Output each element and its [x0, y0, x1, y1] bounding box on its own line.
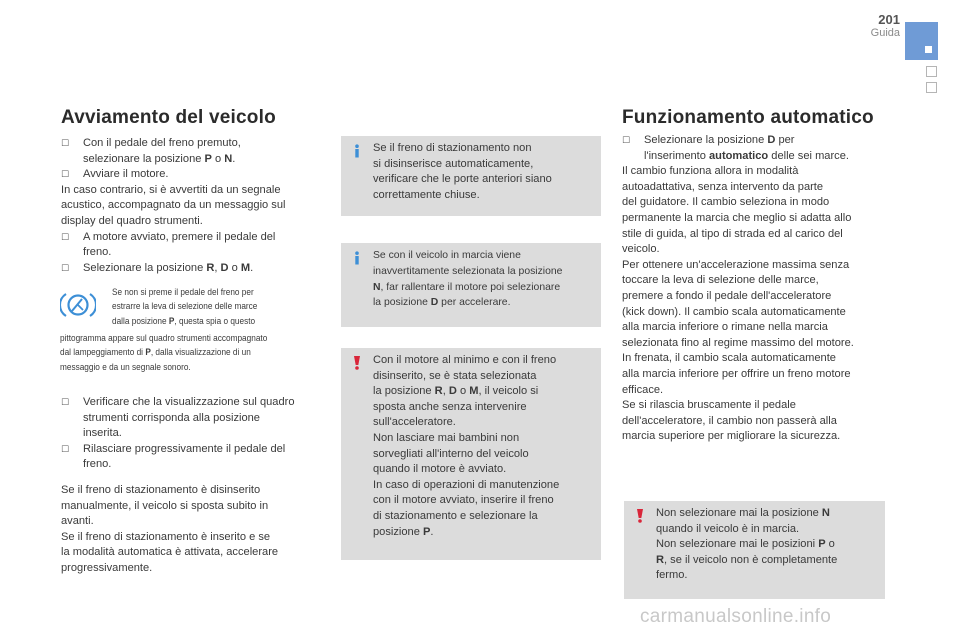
warning-box-neutral-moving: Non selezionare mai la posizione N quando il veicolo è in marcia. Non selezionare mai le posizioni P o R, se il veicolo non è completamente fermo.	[624, 501, 885, 599]
brake-pedal-icon	[60, 290, 96, 320]
checkbox-bullet-icon: ☐	[61, 443, 70, 454]
list-item: ☐ Rilasciare progressivamente il pedale del freno.	[61, 442, 286, 471]
checkbox-bullet-icon: ☐	[622, 135, 631, 145]
automatic-instructions: ☐ Selezionare la posizione D per l'inserimento automatico delle sei marce. Il cambio funziona allora in modalità autoadattativa, senza intervento da parte del guidatore. Il cambio seleziona in modo permanente la marcia che meglio si adatta allo stile di guida, al tipo di strada ed al carico del veicolo. Per ottenere un'accelerazione massima senza toccare la leva di selezione delle marce, premere a fondo il pedale dell'acceleratore (kick down). Il cambio scala automaticamente alla marcia inferiore o rimane nella marcia selezionata fino al regime massimo del motore. In frenata, il cambio scala automaticamente alla marcia inferiore per offrire un freno motore efficace. Se si rilascia bruscamente il pedale dell'acceleratore, il cambio non passerà alla marcia superiore per migliorare la sicurezza.	[622, 133, 892, 445]
brake-note-cont: pittogramma appare sul quadro strumenti accompagnato dal lampeggiamento di P, dalla visualizzazione di un messaggio e da un segnale sonoro.	[60, 333, 268, 373]
start-instructions: ☐ Con il pedale del freno premuto, selezionare la posizione P o N. ☐ Avviare il motore. In caso contrario, si è avvertiti da un segnale acustico, accompagnato da un messaggio sul display del quadro strumenti. ☐ A motore avviato, premere il pedale del freno. ☐ Selezionare la posizione R, D o M.	[61, 136, 331, 276]
info-icon	[351, 251, 363, 265]
square-icon	[925, 46, 932, 53]
checkbox-bullet-icon: ☐	[61, 262, 70, 273]
warning-box-idle: Con il motore al minimo e con il freno disinserito, se è stata selezionata la posizione R, D o M, il veicolo si sposta anche senza intervenire sull'acceleratore. Non lasciare mai bambini non sorvegliati all'interno del veicolo quando il motore è avviato. In caso di operazioni di manutenzione con il motore avviato, inserire il freno di stazionamento e selezionare la posizione P.	[341, 348, 601, 560]
warning-icon	[633, 509, 647, 523]
section-title-automatic: Funzionamento automatico	[622, 107, 874, 128]
brake-note: Se non si preme il pedale del freno per estrarre la leva di selezione delle marce dalla posizione P, questa spia o questo	[112, 287, 258, 327]
checkbox-bullet-icon: ☐	[61, 397, 70, 407]
warning-icon	[350, 356, 364, 370]
chapter-tab-active[interactable]	[905, 22, 938, 60]
chapter-tab[interactable]	[926, 82, 937, 93]
list-item: ☐ Con il pedale del freno premuto, selezionare la posizione P o N.	[61, 137, 241, 165]
info-box-neutral: Se con il veicolo in marcia viene inavvertitamente selezionata la posizione N, far rallentare il motore poi selezionare la posizione D per accelerare.	[341, 243, 601, 327]
parking-brake-paragraph: Se il freno di stazionamento è disinserito manualmente, il veicolo si sposta subito in avanti. Se il freno di stazionamento è inserito e se la modalità automatica è attivata, accelerare progressivamente.	[61, 484, 279, 574]
checkbox-bullet-icon: ☐	[61, 231, 70, 242]
section-name: Guida	[870, 27, 900, 39]
checkbox-bullet-icon: ☐	[61, 138, 70, 148]
list-item: ☐ Verificare che la visualizzazione sul quadro strumenti corrisponda alla posizione inserita.	[61, 396, 295, 440]
watermark: carmanualsonline.info	[640, 606, 832, 627]
checkbox-bullet-icon: ☐	[61, 169, 70, 180]
chapter-tab[interactable]	[926, 66, 937, 77]
list-item: ☐ Selezionare la posizione R, D o M.	[61, 261, 331, 277]
info-box-parking-brake: Se il freno di stazionamento non si disinserisce automaticamente, verificare che le porte anteriori siano correttamente chiuse.	[341, 136, 601, 216]
verify-instructions	[61, 395, 331, 473]
section-title-start: Avviamento del veicolo	[61, 107, 276, 128]
list-item: ☐ Avviare il motore.	[61, 167, 331, 183]
page-number: 201	[878, 12, 900, 27]
info-icon	[351, 144, 363, 158]
list-item: ☐ A motore avviato, premere il pedale del freno.	[61, 230, 276, 259]
list-item: ☐ Selezionare la posizione D per l'inserimento automatico delle sei marce.	[622, 134, 849, 162]
